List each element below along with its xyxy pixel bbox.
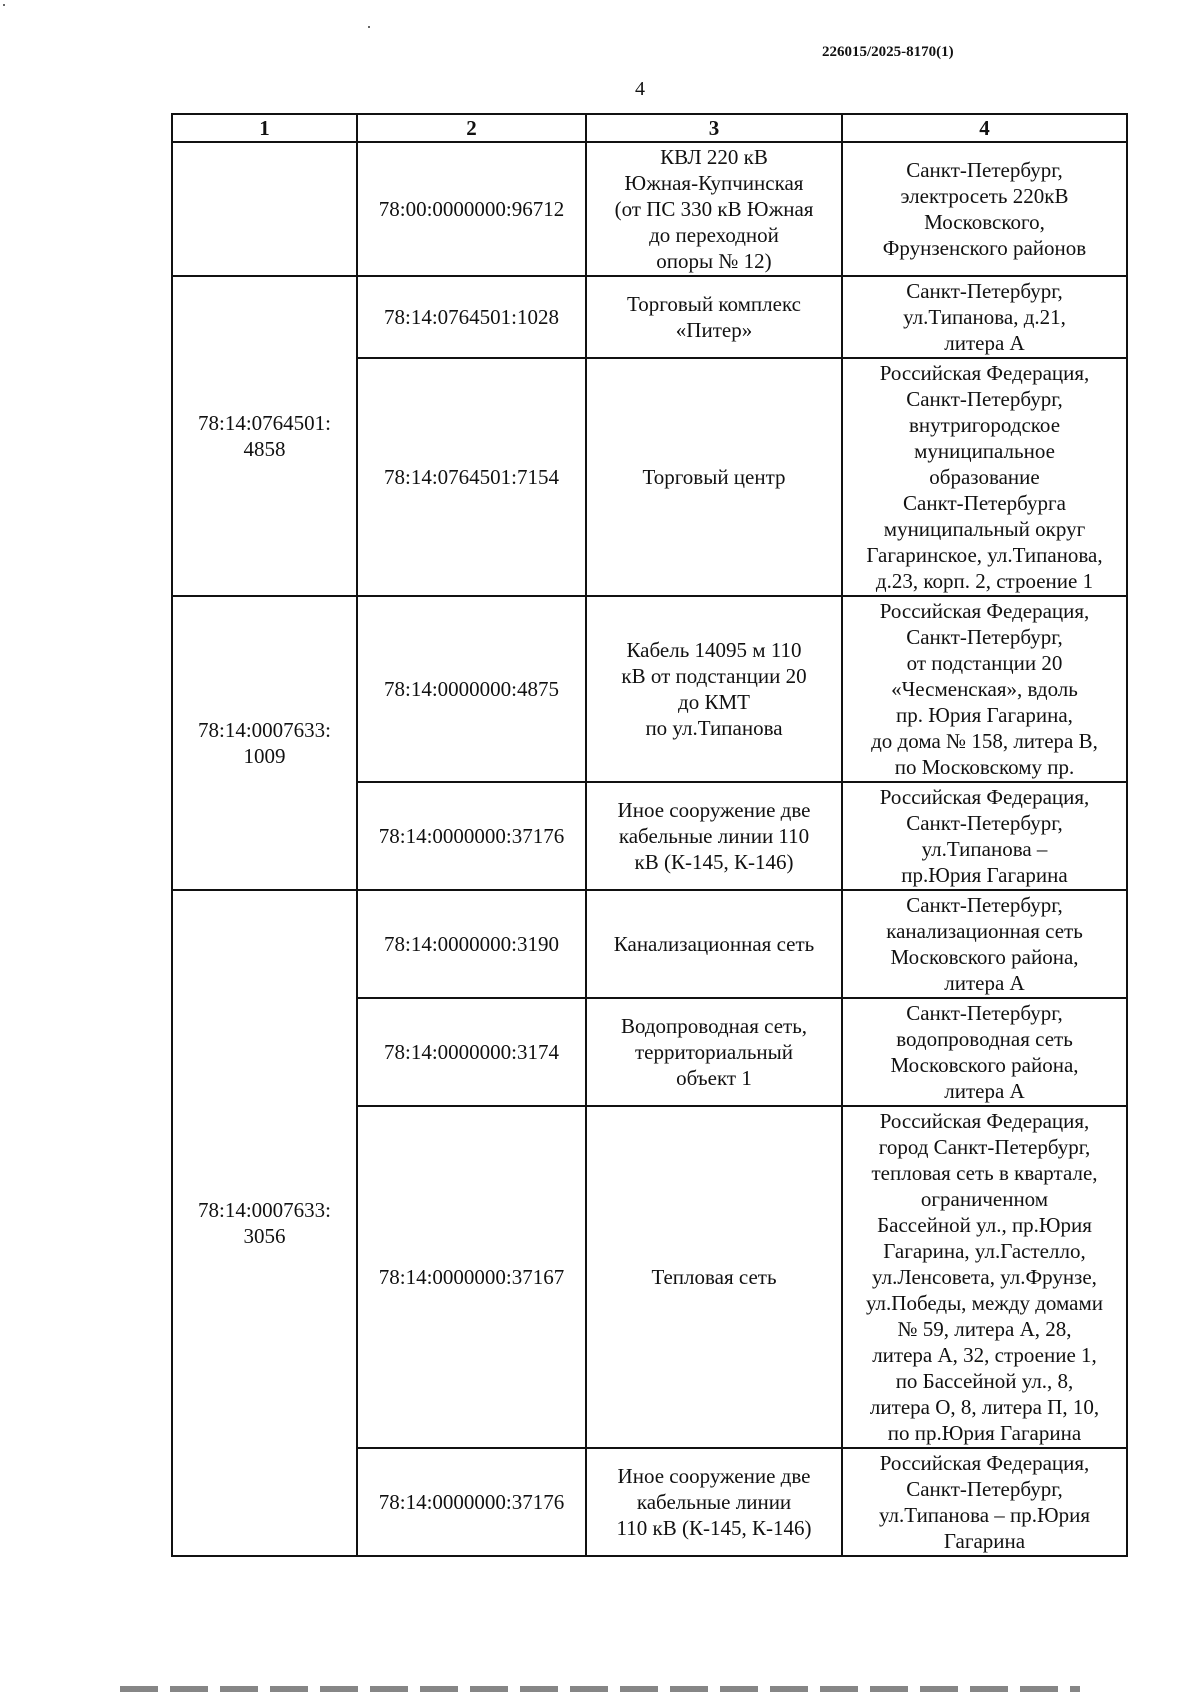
column-header: 2 — [357, 114, 586, 142]
table-row — [172, 890, 1127, 998]
object-name-cell: Канализационная сеть — [586, 890, 842, 998]
cadastral-number-cell: 78:14:0000000:37176 — [357, 1448, 586, 1556]
cadastral-number-cell: 78:14:0000000:3190 — [357, 890, 586, 998]
address-cell: Санкт-Петербург, водопроводная сеть Московского района, литера А — [842, 998, 1127, 1106]
object-name-cell: Водопроводная сеть, территориальный объект 1 — [586, 998, 842, 1106]
address-cell: Российская Федерация, Санкт-Петербург, от подстанции 20 «Чесменская», вдоль пр. Юрия Гагарина, до дома № 158, литера В, по Московскому пр. — [842, 596, 1127, 782]
cadastral-table — [171, 113, 1128, 1557]
scan-artifact-dot — [3, 4, 5, 6]
table-row — [172, 596, 1127, 782]
object-name-cell: Иное сооружение две кабельные линии 110 кВ (К-145, К-146) — [586, 1448, 842, 1556]
cut-off-footer-text — [120, 1686, 1080, 1692]
column-header: 3 — [586, 114, 842, 142]
object-name-cell: КВЛ 220 кВ Южная-Купчинская (от ПС 330 кВ Южная до переходной опоры № 12) — [586, 142, 842, 276]
scan-artifact-dot — [368, 26, 370, 28]
address-cell: Санкт-Петербург, электросеть 220кВ Московского, Фрунзенского районов — [842, 142, 1127, 276]
column-header: 1 — [172, 114, 357, 142]
cadastral-number-cell: 78:14:0000000:37176 — [357, 782, 586, 890]
table-row — [172, 276, 1127, 358]
cadastral-number-cell: 78:00:0000000:96712 — [357, 142, 586, 276]
address-cell: Российская Федерация, Санкт-Петербург, внутригородское муниципальное образование Санкт-Петербурга муниципальный округ Гагаринское, ул.Типанова, д.23, корп. 2, строение 1 — [842, 358, 1127, 596]
table-header-row — [172, 114, 1127, 142]
address-cell: Санкт-Петербург, канализационная сеть Московского района, литера А — [842, 890, 1127, 998]
document-number: 226015/2025-8170(1) — [822, 44, 954, 60]
parcel-number-cell: 78:14:0007633: 1009 — [172, 596, 357, 890]
column-header: 4 — [842, 114, 1127, 142]
address-cell: Санкт-Петербург, ул.Типанова, д.21, литера А — [842, 276, 1127, 358]
parcel-number-cell — [172, 142, 357, 276]
object-name-cell: Тепловая сеть — [586, 1106, 842, 1448]
object-name-cell: Кабель 14095 м 110 кВ от подстанции 20 до КМТ по ул.Типанова — [586, 596, 842, 782]
parcel-number-cell: 78:14:0007633: 3056 — [172, 890, 357, 1556]
address-cell: Российская Федерация, город Санкт-Петербург, тепловая сеть в квартале, ограниченном Бассейной ул., пр.Юрия Гагарина, ул.Гастелло, ул.Ленсовета, ул.Фрунзе, ул.Победы, между домами № 59, литера А, 28, литера А, 32, строение 1, по Бассейной ул., 8, литера О, 8, литера П, 10, по пр.Юрия Гагарина — [842, 1106, 1127, 1448]
cadastral-number-cell: 78:14:0000000:3174 — [357, 998, 586, 1106]
parcel-number-cell: 78:14:0764501: 4858 — [172, 276, 357, 596]
address-cell: Российская Федерация, Санкт-Петербург, ул.Типанова – пр.Юрия Гагарина — [842, 782, 1127, 890]
object-name-cell: Торговый комплекс «Питер» — [586, 276, 842, 358]
cadastral-number-cell: 78:14:0764501:7154 — [357, 358, 586, 596]
object-name-cell: Иное сооружение две кабельные линии 110 кВ (К-145, К-146) — [586, 782, 842, 890]
page-number: 4 — [635, 78, 645, 100]
table-row — [172, 142, 1127, 276]
cadastral-number-cell: 78:14:0764501:1028 — [357, 276, 586, 358]
address-cell: Российская Федерация, Санкт-Петербург, ул.Типанова – пр.Юрия Гагарина — [842, 1448, 1127, 1556]
cadastral-number-cell: 78:14:0000000:37167 — [357, 1106, 586, 1448]
cadastral-number-cell: 78:14:0000000:4875 — [357, 596, 586, 782]
object-name-cell: Торговый центр — [586, 358, 842, 596]
